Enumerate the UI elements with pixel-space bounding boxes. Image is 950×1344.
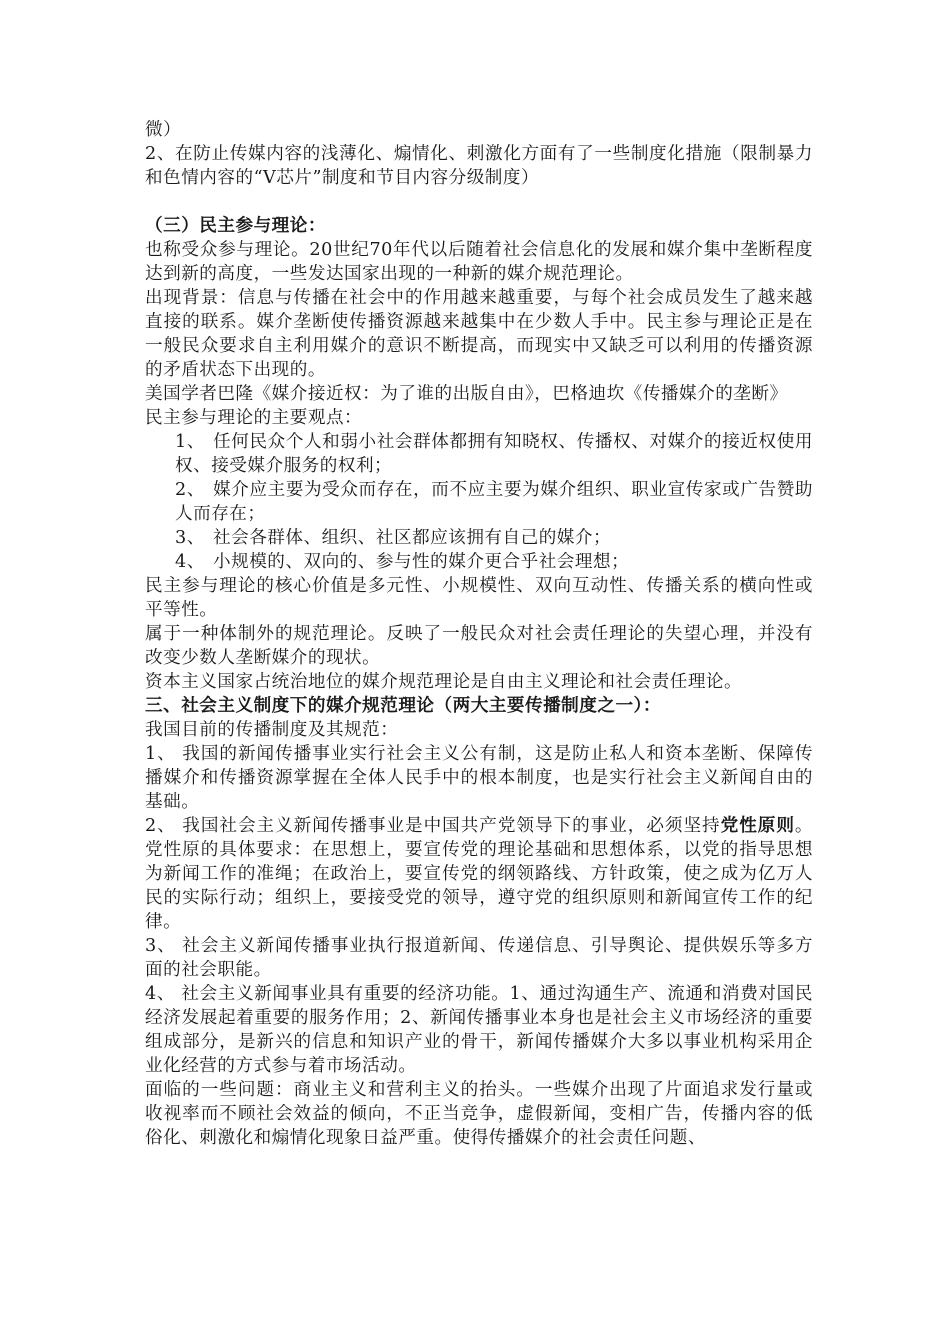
point-2-rest: 。党性原的具体要求：在思想上，要宣传党的理论基础和思想体系，以党的指导思想为新闻工作的准绳；在政治上，要宣传党的纲领路线、方针政策，使之成为亿万人民的实际行动；组织上，要接受党的领导，遵守党的组织原则和新闻宣传工作的纪律。 xyxy=(145,816,813,932)
document-page xyxy=(145,118,813,1150)
section-heading-democratic-participation: （三）民主参与理论： xyxy=(145,215,326,236)
list-number: 2、 xyxy=(175,480,205,500)
paragraph-scholars: 美国学者巴隆《媒介接近权：为了谁的出版自由》，巴格迪坎《传播媒介的垄断》 xyxy=(145,384,788,404)
paragraph-background: 出现背景：信息与传播在社会中的作用越来越重要，与每个社会成员发生了越来越直接的联系。媒介垄断使传播资源越来越集中在少数人手中。民主参与理论正是在一般民众要求自主利用媒介的意识不断提高，而现实中又缺乏可以利用的传播资源的矛盾状态下出现的。 xyxy=(145,288,813,380)
list-text: 小规模的、双向的、参与性的媒介更合乎社会理想； xyxy=(213,552,630,572)
list-item xyxy=(145,526,813,550)
paragraph-definition: 也称受众参与理论。20世纪70年代以后随着社会信息化的发展和媒介集中垄断程度达到新的高度，一些发达国家出现的一种新的媒介规范理论。 xyxy=(145,240,813,284)
paragraph-continuation: 微） xyxy=(145,120,182,140)
list-text: 任何民众个人和弱小社会群体都拥有知晓权、传播权、对媒介的接近权使用权、接受媒介服务的权利； xyxy=(175,432,813,476)
paragraph-v-chip: 2、在防止传媒内容的浅薄化、煽情化、刺激化方面有了一些制度化措施（限制暴力和色情内容的“V芯片”制度和节目内容分级制度） xyxy=(145,144,813,188)
blank-line xyxy=(145,190,813,214)
paragraph-point-3: 3、 社会主义新闻传播事业执行报道新闻、传递信息、引导舆论、提供娱乐等多方面的社会职能。 xyxy=(145,936,813,980)
list-item xyxy=(145,550,813,574)
paragraph-system-intro: 我国目前的传播制度及其规范： xyxy=(145,720,399,740)
section-heading-socialist: 三、社会主义制度下的媒介规范理论（两大主要传播制度之一）： xyxy=(145,695,661,716)
paragraph-extra-institutional: 属于一种体制外的规范理论。反映了一般民众对社会责任理论的失望心理，并没有改变少数人垄断媒介的现状。 xyxy=(145,624,813,668)
list-item xyxy=(145,430,813,478)
paragraph-point-2 xyxy=(145,814,813,934)
party-principle-bold: 党性原则 xyxy=(720,815,795,836)
list-text: 社会各群体、组织、社区都应该拥有自己的媒介； xyxy=(213,528,612,548)
list-number: 4、 xyxy=(175,552,205,572)
paragraph-point-4: 4、 社会主义新闻事业具有重要的经济功能。1、通过沟通生产、流通和消费对国民经济发展起着重要的服务作用；2、新闻传播事业本身也是社会主义市场经济的重要组成部分，是新兴的信息和知识产业的骨干，新闻传播媒介大多以事业机构采用企业化经营的方式参与着市场活动。 xyxy=(145,984,813,1076)
point-2-lead: 2、 我国社会主义新闻传播事业是中国共产党领导下的事业，必须坚持 xyxy=(145,816,721,836)
list-number: 3、 xyxy=(175,528,205,548)
paragraph-main-views-intro: 民主参与理论的主要观点： xyxy=(145,408,363,428)
list-number: 1、 xyxy=(175,432,205,452)
paragraph-capitalist-theories: 资本主义国家占统治地位的媒介规范理论是自由主义理论和社会责任理论。 xyxy=(145,672,743,692)
paragraph-point-1: 1、 我国的新闻传播事业实行社会主义公有制，这是防止私人和资本垄断、保障传播媒介和传播资源掌握在全体人民手中的根本制度，也是实行社会主义新闻自由的基础。 xyxy=(145,744,813,812)
paragraph-core-values: 民主参与理论的核心价值是多元性、小规模性、双向互动性、传播关系的横向性或平等性。 xyxy=(145,576,813,620)
paragraph-problems: 面临的一些问题：商业主义和营利主义的抬头。一些媒介出现了片面追求发行量或收视率而不顾社会效益的倾向，不正当竞争，虚假新闻，变相广告，传播内容的低俗化、刺激化和煽情化现象日益严重。使得传播媒介的社会责任问题、 xyxy=(145,1080,813,1148)
list-item xyxy=(145,478,813,526)
list-text: 媒介应主要为受众而存在，而不应主要为媒介组织、职业宣传家或广告赞助人而存在； xyxy=(175,480,813,524)
